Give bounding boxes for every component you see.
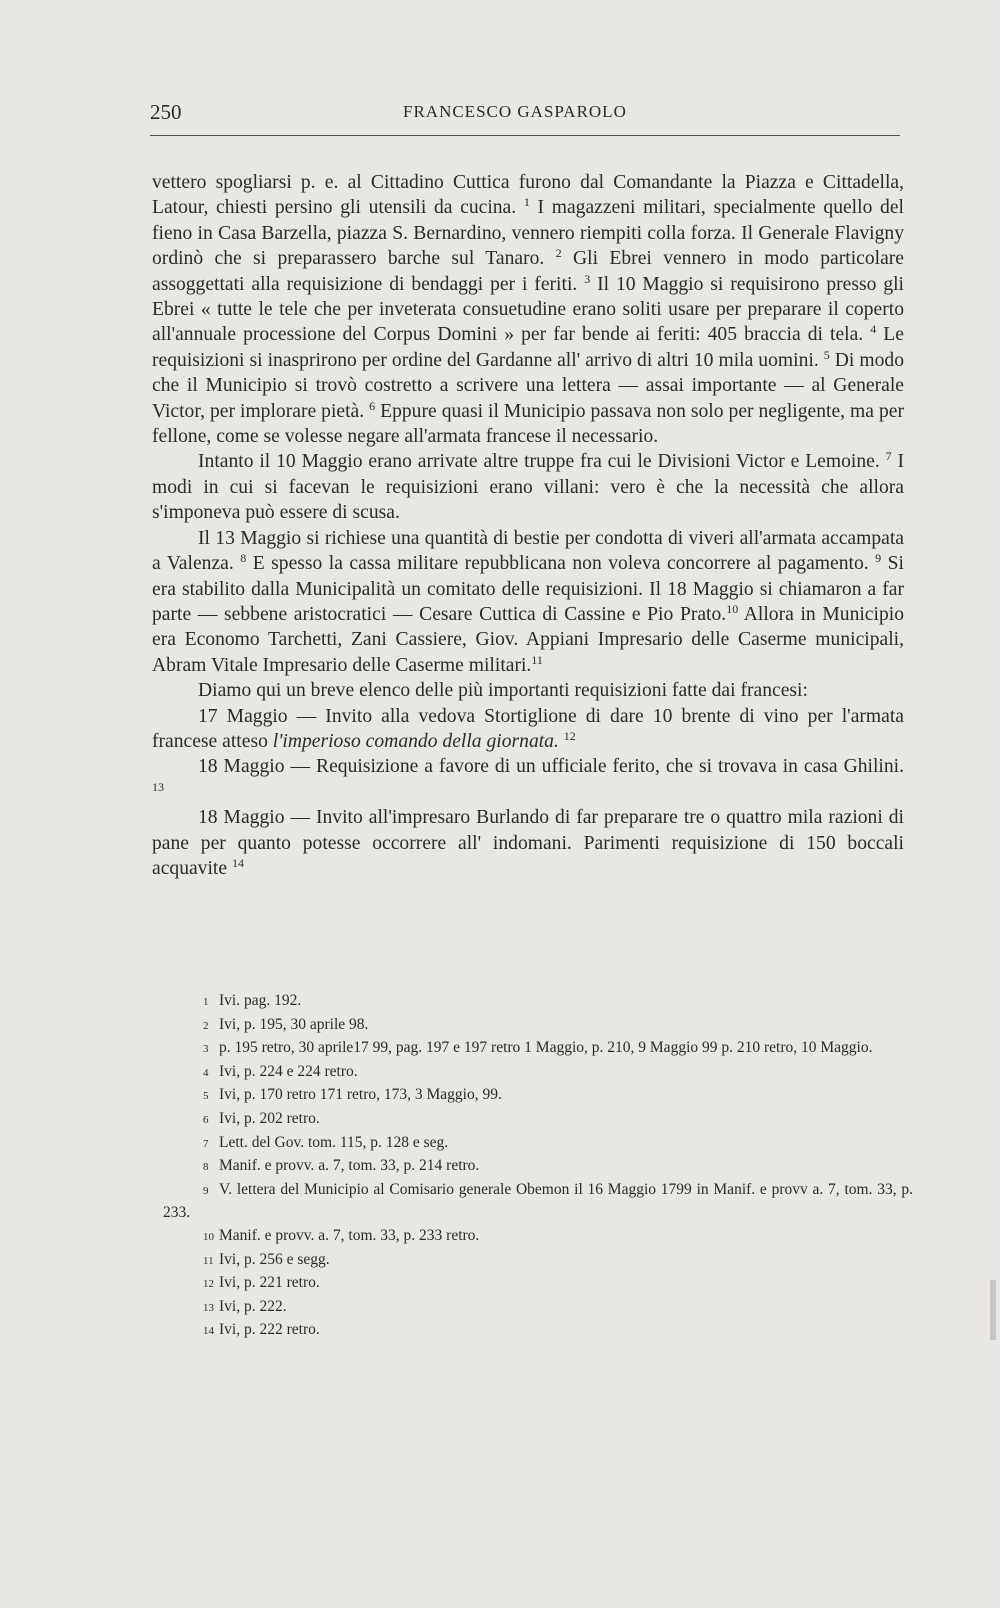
page-header [150,100,900,134]
footnote [163,1249,913,1273]
footnote [163,1155,913,1179]
footnote-text: V. lettera del Municipio al Comisario generale Obemon il 16 Maggio 1799 in Manif. e provv a. 7, tom. 33, p. 233. [163,1180,913,1222]
footnote-number: 7 [203,1137,209,1150]
footnote-number: 12 [203,1278,214,1291]
footnote-ref: 1 [523,195,530,210]
footnote [163,1225,913,1249]
paragraph-5: 17 Maggio — Invito alla vedova Stortiglione di dare 10 brente di vino per l'armata francese atteso l'imperioso comando della giornata. $^{12}$ [152,705,904,752]
page-number: 250 [150,100,182,124]
paragraph-2: Intanto il 10 Maggio erano arrivate altre truppe fra cui le Divisioni Victor e Lemoine. $^7$ I modi in cui si facevan le requisizioni erano villani: vero è che la necessità che allora s'imponeva può essere di scusa. [152,449,904,524]
footnote-ref: 3 [584,271,591,286]
paragraph-7: 18 Maggio — Invito all'impresaro Burlando di far preparare tre o quattro mila razioni di pane per quanto potesse occorrere all' indomani. Parimenti requisizione di 150 boccali acquavite $^{14}$ [152,807,904,879]
footnote-ref: 8 [240,551,247,566]
footnote [163,1132,913,1156]
footnote [163,1037,913,1061]
footnote-number: 9 [203,1184,209,1197]
footnote-ref: 7 [885,449,892,464]
footnote-text: Ivi, p. 221 retro. [219,1274,320,1292]
paragraph-1: vettero spogliarsi p. e. al Cittadino Cuttica furono dal Comandante la Piazza e Cittadella, Latour, chiesti persino gli utensili da cucina. $^1$ I magazzeni militari, specialmente quello del fieno in Casa Barzella, piazza S. Bernardino, vennero riempiti colla forza. Il Generale Flavigny ordinò che si preparassero barche sul Tanaro. $^2$ Gli Ebrei vennero in modo particolare assoggettati alla requisizione di bendaggi per i feriti. $^3$ Il 10 Maggio si requisirono presso gli Ebrei « tutte le tele che per inveterata consuetudine erano soliti usare per preparare il coperto all'annuale processione del Corpus Domini » per far bende ai feriti: 405 braccia di tela. $^4$ Le requisizioni si inasprirono per ordine del Gardanne all' arrivo di altri 10 mila uomini. $^5$ Di modo che il Municipio si trovò costretto a scrivere una lettera — assai importante — al Generale Victor, per implorare pietà. $^6$ Eppure quasi il Municipio passava non solo per negligente, ma per fellone, come se volesse negare all'armata francese il necessario. [152,172,905,448]
footnote-text: Ivi, p. 224 e 224 retro. [219,1062,358,1080]
footnote-ref: 14 [231,855,244,870]
footnote-ref: 12 [563,728,576,743]
footnote-text: Lett. del Gov. tom. 115, p. 128 e seg. [219,1133,449,1151]
footnote-number: 1 [203,996,209,1008]
footnote [163,1061,913,1085]
footnote-number: 4 [203,1066,209,1079]
footnote-text: Ivi, p. 222 retro. [219,1321,320,1339]
footnote-ref: 2 [555,246,562,261]
footnote-number: 13 [203,1301,214,1314]
footnote [163,1272,913,1296]
header-rule [150,135,900,136]
paragraph-4: Diamo qui un breve elenco delle più importanti requisizioni fatte dai francesi: [198,680,808,702]
footnote [163,990,913,1014]
footnote-text: Ivi, p. 195, 30 aprile 98. [219,1015,369,1033]
footnote-text: Ivi, p. 202 retro. [219,1109,320,1127]
footnote-number: 2 [203,1019,209,1032]
running-head: FRANCESCO GASPAROLO [403,102,627,121]
footnote-ref: 6 [369,398,376,413]
footnote-number: 11 [203,1254,214,1267]
italic-quote: l'imperioso comando della giornata. [272,730,559,752]
footnote-ref: 5 [823,347,830,362]
paragraph-3: Il 13 Maggio si richiese una quantità di bestie per condotta di viveri all'armata accampata a Valenza. $^8$ E spesso la cassa militare repubblicana non voleva concorrere al pagamento. $^9$ Si era stabilito dalla Municipalità un comitato delle requisizioni. Il 18 Maggio si chiamaron a far parte — sebbene aristocratici — Cesare Cuttica di Cassine e Pio Prato.$^{10}$ Allora in Municipio era Economo Tarchetti, Zani Cassiere, Giov. Appiani Impresario delle Caserme municipali, Abram Vitale Impresario delle Caserme militari.$^{11}$ [152,527,904,676]
footnote [163,1084,913,1108]
footnote [163,1108,913,1132]
footnote-ref: 10 [726,601,739,616]
footnote [163,1014,913,1038]
footnote [163,1319,913,1343]
footnote-number: 14 [203,1325,214,1338]
footnote-text: Manif. e provv. a. 7, tom. 33, p. 233 retro. [219,1226,480,1244]
footnote-text: Ivi, p. 222. [219,1297,287,1315]
footnote [163,1179,913,1225]
footnote-text: Manif. e provv. a. 7, tom. 33, p. 214 retro. [219,1157,480,1175]
footnote-number: 10 [203,1230,214,1243]
page-edge-mark [990,1280,996,1340]
footnote-number: 5 [203,1090,209,1103]
footnote-number: 8 [203,1161,209,1174]
footnotes [163,990,913,1343]
footnote-ref: 11 [531,652,543,667]
footnote-number: 3 [203,1043,209,1056]
main-text [152,170,904,881]
footnote-ref: 13 [152,779,164,794]
footnote-ref: 9 [875,551,882,566]
footnote-text: Ivi, p. 170 retro 171 retro, 173, 3 Maggio, 99. [219,1086,502,1104]
footnote-text: p. 195 retro, 30 aprile17 99, pag. 197 e 197 retro 1 Maggio, p. 210, 9 Maggio 99 p. 210 retro, 10 Maggio. [219,1039,873,1057]
footnote-number: 6 [203,1113,209,1126]
footnote-text: Ivi, p. 256 e segg. [219,1250,330,1268]
footnote-text: Ivi. pag. 192. [219,992,302,1009]
footnote [163,1296,913,1320]
footnote-ref: 4 [870,322,877,337]
paragraph-6: 18 Maggio — Requisizione a favore di un ufficiale ferito, che si trovava in casa Ghilini. $^{13}$ [152,756,904,794]
